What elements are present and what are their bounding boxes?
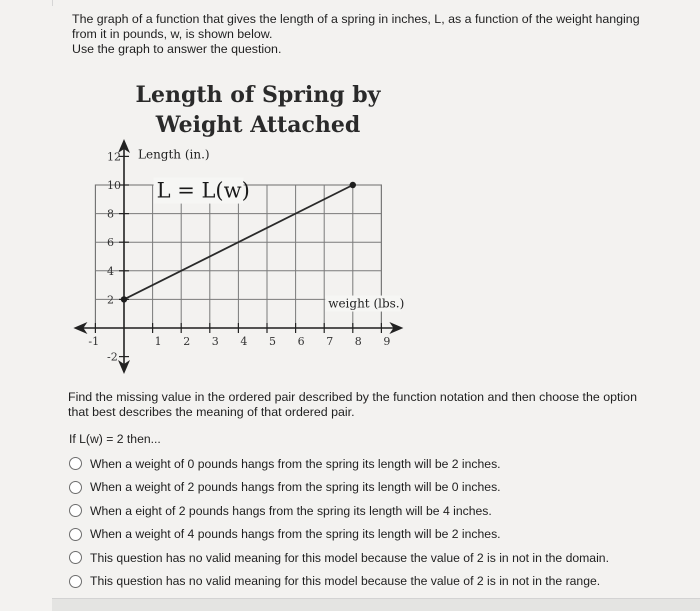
x-tick-label: -1	[88, 335, 100, 348]
y-tick-label: 12	[107, 150, 121, 164]
radio-button[interactable]	[69, 551, 82, 564]
endpoint-marker	[350, 182, 356, 188]
y-tick-label: -2	[107, 350, 118, 364]
radio-button[interactable]	[69, 528, 82, 541]
y-tick-label: 6	[107, 236, 114, 250]
answer-option-2[interactable]	[69, 476, 669, 500]
answer-option-label: When a weight of 2 pounds hangs from the spring its length will be 0 inches.	[90, 480, 501, 495]
y-tick-label: 4	[107, 264, 114, 278]
question-text: Find the missing value in the ordered pair described by the function notation and then choose the option that best describes the meaning of that ordered pair.	[68, 390, 637, 419]
x-tick-label: 5	[269, 335, 276, 348]
answer-options	[69, 452, 669, 593]
x-tick-label: 3	[211, 335, 219, 348]
question-condition: If L(w) = 2 then...	[69, 432, 161, 446]
x-tick-label: 8	[354, 335, 362, 348]
function-label: L = L(w)	[156, 178, 250, 203]
prompt-line-2: from it in pounds, w, is shown below.	[72, 26, 273, 41]
bottom-scroll-area	[52, 598, 700, 611]
answer-option-3[interactable]	[69, 499, 669, 523]
answer-option-label: When a weight of 0 pounds hangs from the spring its length will be 2 inches.	[90, 456, 501, 471]
prompt-line-3: Use the graph to answer the question.	[72, 41, 282, 56]
x-tick-label: 9	[383, 335, 391, 348]
answer-option-label: This question has no valid meaning for this model because the value of 2 is in not in the domain.	[90, 550, 609, 565]
prompt-line-1: The graph of a function that gives the length of a spring in inches, L, as a function of the weight hanging	[72, 12, 640, 26]
x-tick-label: 2	[183, 335, 191, 348]
chart-title-line-1: Length of Spring by	[135, 82, 381, 108]
radio-button[interactable]	[69, 481, 82, 494]
answer-option-label: When a weight of 4 pounds hangs from the spring its length will be 2 inches.	[90, 527, 501, 542]
endpoint-marker	[121, 296, 127, 302]
radio-button[interactable]	[69, 504, 82, 517]
answer-option-6[interactable]	[69, 570, 669, 594]
answer-option-label: When a eight of 2 pounds hangs from the spring its length will be 4 inches.	[90, 503, 492, 518]
x-tick-label: 6	[297, 335, 305, 348]
x-axis-label: weight (lbs.)	[328, 296, 405, 311]
y-tick-label: 2	[107, 293, 114, 307]
answer-option-4[interactable]	[69, 523, 669, 547]
radio-button[interactable]	[69, 575, 82, 588]
radio-button[interactable]	[69, 457, 82, 470]
x-tick-label: 1	[154, 335, 162, 348]
x-tick-label: 7	[326, 335, 334, 348]
x-tick-label: 4	[240, 335, 248, 348]
y-tick-label: 8	[107, 207, 114, 221]
answer-option-label: This question has no valid meaning for this model because the value of 2 is in not in the range.	[90, 574, 601, 589]
answer-option-1[interactable]	[69, 452, 669, 476]
answer-option-5[interactable]	[69, 546, 669, 570]
chart-title-line-2: Weight Attached	[155, 112, 361, 138]
y-tick-label: 10	[107, 179, 121, 192]
y-axis-label: Length (in.)	[138, 147, 210, 162]
